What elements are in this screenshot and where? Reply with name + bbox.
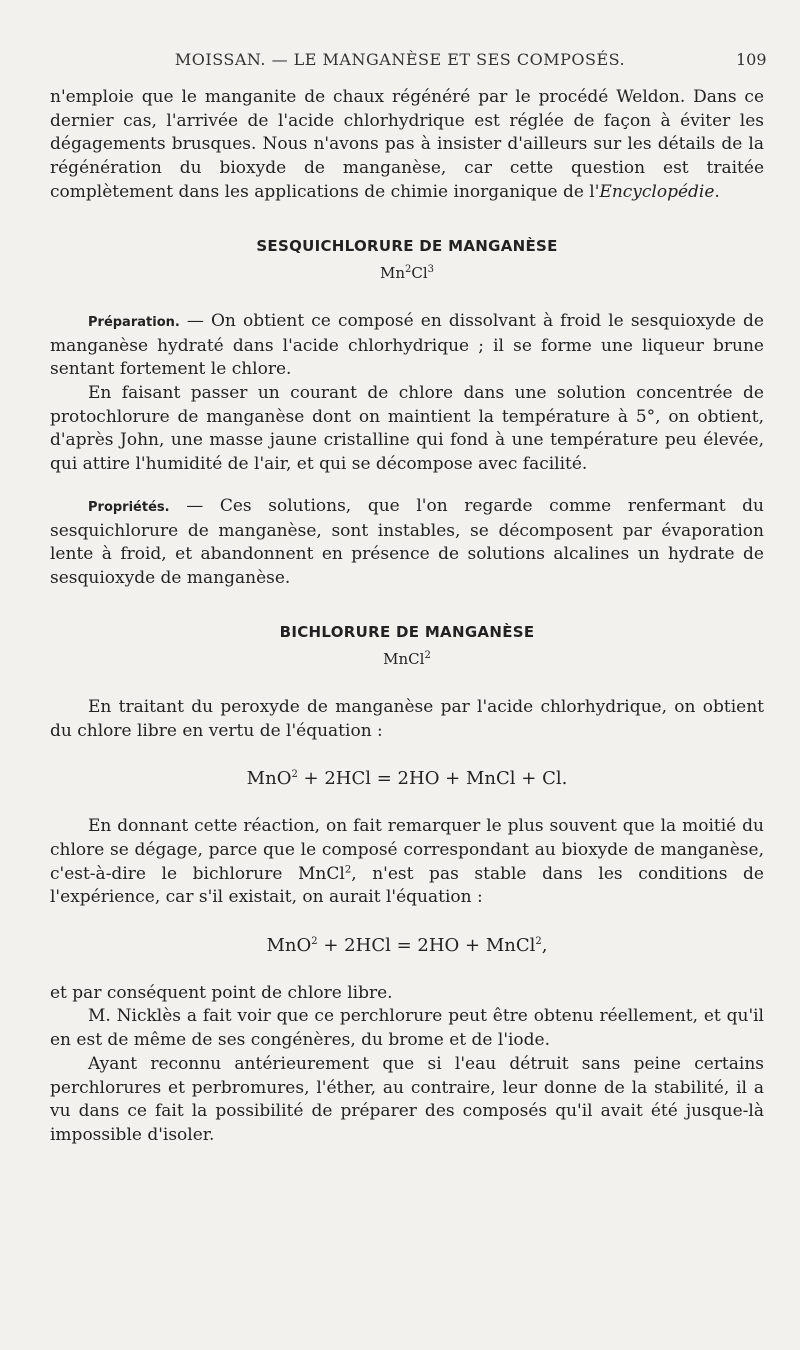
sesqui-paragraph-2: En faisant passer un courant de chlore dans une solution concentrée de protochlorure de manganèse dont on maintient la température à 5°, on obtient, d'après John, une masse jaune cristalline qui fond à une température peu élevée, qui attire l'humidité de l'air, et qui se décompose avec facilité. xyxy=(50,383,764,475)
proprietes-label: Propriétés. xyxy=(88,499,170,515)
page-number: 109 xyxy=(736,50,767,69)
proprietes-paragraph xyxy=(50,495,764,591)
bichlor-paragraph-2: En donnant cette réaction, on fait remarquer le plus souvent que la moitié du chlore se dégage, parce que le composé correspondant au bioxyde de manganèse, c'est-à-dire le bichlorure MnCl$^2$, n'est pas stable dans les conditions de l'expérience, car s'il existait, on aurait l'équation : xyxy=(50,816,764,908)
intro-text: n'emploie que le manganite de chaux régénéré par le procédé Weldon. Dans ce dernier cas, l'arrivée de l'acide chlorhydrique est réglée de façon à éviter les dégagements brusques. Nous n'avons pas à insister d'ailleurs sur les détails de la régénération du bioxyde de manganèse, car cette question est traitée complètement dans les applications de chimie inorganique de l' xyxy=(50,87,764,202)
bichlor-paragraph-3: et par conséquent point de chlore libre. xyxy=(50,982,393,1003)
body-text xyxy=(50,86,764,1148)
equation-1: MnO$^2$ + 2HCl = 2HO + MnCl + Cl. xyxy=(246,768,568,790)
bichlor-paragraph-5: Ayant reconnu antérieurement que si l'eau détruit sans peine certains perchlorures et perbromures, l'éther, au contraire, leur donne de la stabilité, il a vu dans ce fait la possibilité de préparer des composés qu'il avait été jusque-là impossible d'isoler. xyxy=(50,1053,764,1145)
proprietes-text: — Ces solutions, que l'on regarde comme renfermant du sesquichlorure de manganèse, sont instables, se décomposent par évaporation lente à froid, et abandonnent en présence de solutions alcalines un hydrate de sesquioxyde de manganèse. xyxy=(50,495,764,588)
bichlor-paragraph-1: En traitant du peroxyde de manganèse par l'acide chlorhydrique, on obtient du chlore libre en vertu de l'équation : xyxy=(50,697,764,741)
bichlor-paragraph-4: M. Nicklès a fait voir que ce perchlorure peut être obtenu réellement, et qu'il en est de même de ses congénères, du brome et de l'iode. xyxy=(50,1006,764,1051)
running-head: MOISSAN. — LE MANGANÈSE ET SES COMPOSÉS. xyxy=(174,50,626,69)
formula-sesquichlorure: Mn$^2$Cl$^3$ xyxy=(379,264,435,283)
encyclopedie-italic: Encyclopédie xyxy=(599,181,715,202)
intro-end: . xyxy=(714,181,720,202)
formula-bichlorure: MnCl$^2$ xyxy=(383,650,431,669)
heading-bichlorure: BICHLORURE DE MANGANÈSE xyxy=(279,622,535,641)
preparation-label: Préparation. xyxy=(88,314,180,330)
intro-paragraph xyxy=(50,86,764,205)
heading-sesquichlorure: SESQUICHLORURE DE MANGANÈSE xyxy=(256,236,558,255)
preparation-paragraph xyxy=(50,310,764,382)
equation-2: MnO$^2$ + 2HCl = 2HO + MnCl$^2$, xyxy=(266,934,548,956)
preparation-text: — On obtient ce composé en dissolvant à froid le sesquioxyde de manganèse hydraté dans l'acide chlorhydrique ; il se forme une liqueur brune sentant fortement le chlore. xyxy=(50,310,764,380)
